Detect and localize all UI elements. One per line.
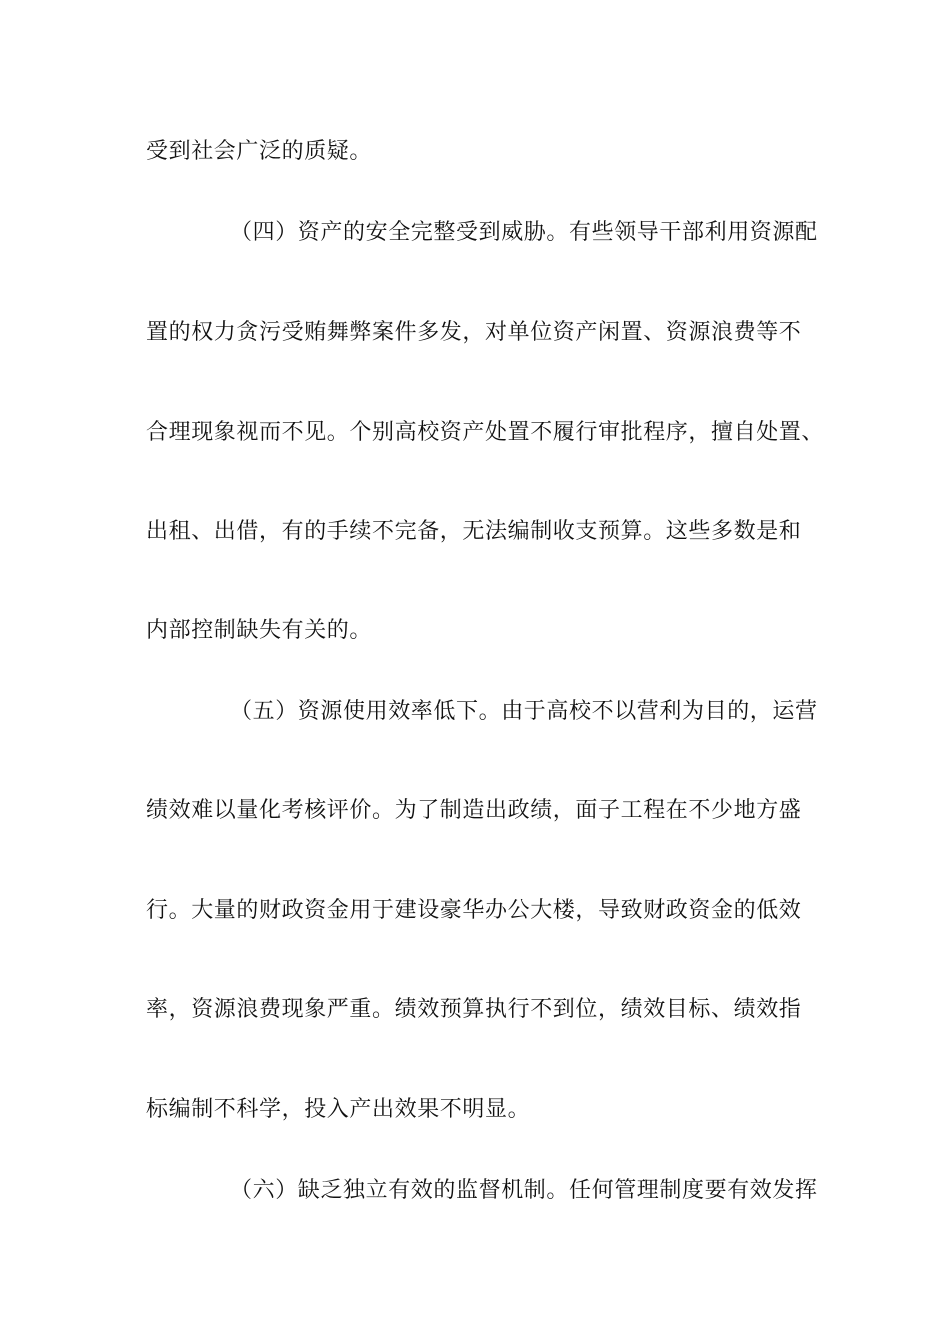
section-heading-four: （四）资产的安全完整受到威胁。有些领导干部利用资源配 (230, 220, 818, 245)
text-line: 合理现象视而不见。个别高校资产处置不履行审批程序，擅自处置、 (146, 420, 825, 445)
text-line: 出租、出借，有的手续不完备，无法编制收支预算。这些多数是和 (146, 519, 802, 544)
section-heading-six: （六）缺乏独立有效的监督机制。任何管理制度要有效发挥 (230, 1178, 818, 1203)
text-line: 标编制不科学，投入产出效果不明显。 (146, 1097, 531, 1122)
text-line: 行。大量的财政资金用于建设豪华办公大楼，导致财政资金的低效 (146, 898, 802, 923)
text-line: 率，资源浪费现象严重。绩效预算执行不到位，绩效目标、绩效指 (146, 997, 802, 1022)
section-heading-five: （五）资源使用效率低下。由于高校不以营利为目的，运营 (230, 699, 818, 724)
text-line: 受到社会广泛的质疑。 (146, 139, 373, 164)
text-line: 置的权力贪污受贿舞弊案件多发，对单位资产闲置、资源浪费等不 (146, 320, 802, 345)
text-line: 绩效难以量化考核评价。为了制造出政绩，面子工程在不少地方盛 (146, 798, 802, 823)
text-line: 内部控制缺失有关的。 (146, 618, 373, 643)
